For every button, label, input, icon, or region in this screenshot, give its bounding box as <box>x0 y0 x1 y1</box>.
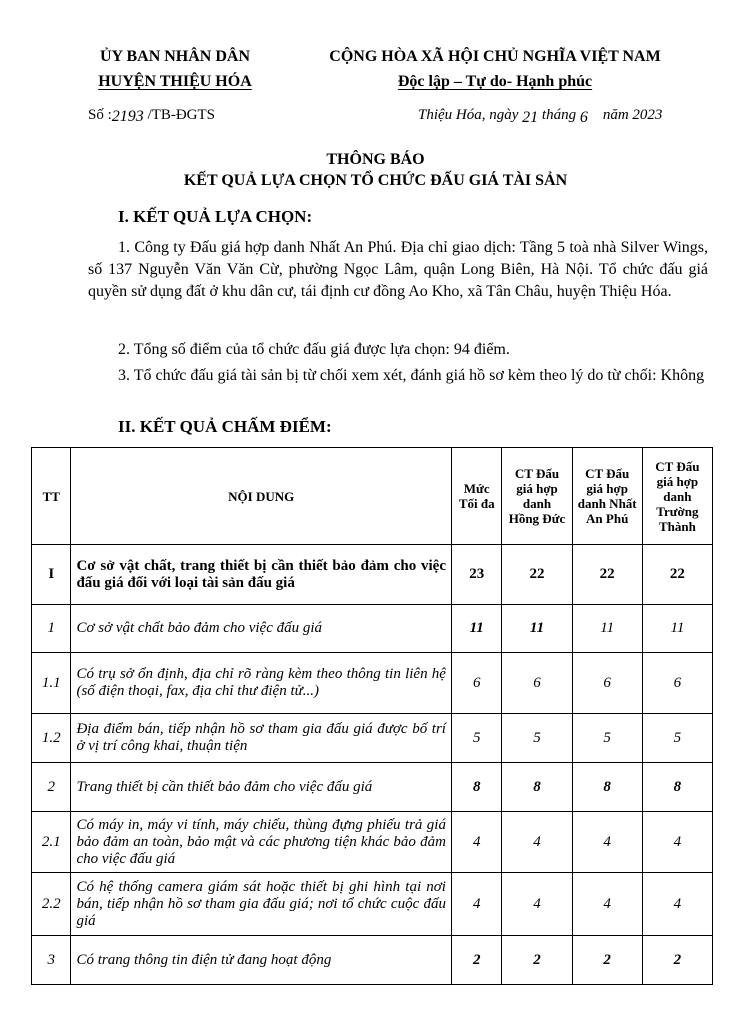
row-score-c: 5 <box>642 714 712 763</box>
row-tt: 1.1 <box>32 653 71 714</box>
row-max: 2 <box>451 936 501 985</box>
date-month-word: tháng <box>538 107 580 123</box>
row-max: 8 <box>451 763 501 812</box>
row-max: 4 <box>451 873 501 936</box>
date-year: năm 2023 <box>602 107 663 123</box>
section-1-paragraph-2 <box>88 339 708 361</box>
table-row <box>32 714 713 763</box>
row-content: Có trang thông tin điện tử đang hoạt động <box>71 936 452 985</box>
section-1-paragraph-1 <box>88 237 708 303</box>
header-content: NỘI DUNG <box>71 448 452 545</box>
document-subtitle: KẾT QUẢ LỰA CHỌN TỔ CHỨC ĐẤU GIÁ TÀI SẢN <box>183 172 568 189</box>
row-content: Có máy in, máy vi tính, máy chiếu, thùng đựng phiếu trả giá bảo đảm an toàn, bảo mật và các phương tiện khác bảo đảm cho việc đấu giá <box>71 812 452 873</box>
header-max: Mức Tối đa <box>451 448 501 545</box>
row-score-b: 4 <box>572 812 642 873</box>
row-score-b: 11 <box>572 605 642 653</box>
row-score-a: 22 <box>502 545 572 605</box>
row-tt: 2 <box>32 763 71 812</box>
row-score-c: 4 <box>642 812 712 873</box>
issuer-line-2 <box>62 69 288 94</box>
paragraph-text: 3. Tổ chức đấu giá tài sản bị từ chối xem xét, đánh giá hồ sơ kèm theo lý do từ chối: Không <box>118 367 705 384</box>
row-content: Cơ sở vật chất, trang thiết bị cần thiết bảo đảm cho việc đấu giá đối với loại tài sản đấu giá <box>71 545 452 605</box>
date-month: 6 <box>579 109 588 126</box>
motto: Độc lập – Tự do- Hạnh phúc <box>397 73 593 90</box>
table-row <box>32 653 713 714</box>
issuer-block <box>62 44 288 94</box>
header-company-truong-thanh: CT Đấu giá hợp danh Trường Thành <box>642 448 712 545</box>
row-score-a: 8 <box>502 763 572 812</box>
row-tt: 3 <box>32 936 71 985</box>
document-number-value: 2193 <box>111 108 144 125</box>
row-content: Có hệ thống camera giám sát hoặc thiết bị ghi hình tại nơi bán, tiếp nhận hồ sơ tham gia đấu giá; nơi tổ chức cuộc đấu giá <box>71 873 452 936</box>
table-row <box>32 763 713 812</box>
row-max: 5 <box>451 714 501 763</box>
document-date <box>418 106 662 124</box>
date-place: Thiệu Hóa, ngày <box>418 107 523 123</box>
row-score-b: 8 <box>572 763 642 812</box>
section-2-heading: II. KẾT QUẢ CHẤM ĐIỂM: <box>118 417 332 436</box>
row-score-c: 6 <box>642 653 712 714</box>
paragraph-text: 2. Tổng số điểm của tổ chức đấu giá được lựa chọn: 94 điểm. <box>118 341 510 358</box>
row-max: 11 <box>451 605 501 653</box>
row-max: 4 <box>451 812 501 873</box>
date-day: 21 <box>522 109 539 126</box>
section-1-paragraph-3 <box>88 365 708 387</box>
row-score-b: 2 <box>572 936 642 985</box>
row-score-a: 4 <box>502 873 572 936</box>
row-tt: 2.1 <box>32 812 71 873</box>
row-tt: 1.2 <box>32 714 71 763</box>
row-score-c: 2 <box>642 936 712 985</box>
motto-line <box>300 69 690 94</box>
row-score-b: 6 <box>572 653 642 714</box>
row-score-a: 6 <box>502 653 572 714</box>
row-score-a: 11 <box>502 605 572 653</box>
row-score-b: 5 <box>572 714 642 763</box>
row-content: Địa điểm bán, tiếp nhận hồ sơ tham gia đấu giá được bố trí ở vị trí công khai, thuận tiện <box>71 714 452 763</box>
document-number <box>88 106 215 124</box>
table-row <box>32 605 713 653</box>
row-tt: 1 <box>32 605 71 653</box>
section-1-heading: I. KẾT QUẢ LỰA CHỌN: <box>118 207 313 226</box>
row-content: Có trụ sở ổn định, địa chỉ rõ ràng kèm theo thông tin liên hệ (số điện thoại, fax, địa chỉ thư điện tử...) <box>71 653 452 714</box>
national-motto-block <box>300 44 690 94</box>
table-row <box>32 545 713 605</box>
row-tt: I <box>32 545 71 605</box>
row-max: 23 <box>451 545 501 605</box>
header-company-hong-duc: CT Đấu giá hợp danh Hồng Đức <box>502 448 572 545</box>
nation-name: CỘNG HÒA XÃ HỘI CHỦ NGHĨA VIỆT NAM <box>329 48 661 65</box>
row-score-a: 4 <box>502 812 572 873</box>
row-score-c: 11 <box>642 605 712 653</box>
table-row <box>32 936 713 985</box>
row-content: Cơ sở vật chất bảo đảm cho việc đấu giá <box>71 605 452 653</box>
score-table <box>31 447 713 985</box>
issuer-district: HUYỆN THIỆU HÓA <box>98 73 252 90</box>
row-score-c: 4 <box>642 873 712 936</box>
document-number-prefix: Số : <box>88 107 112 123</box>
table-row <box>32 812 713 873</box>
paragraph-text: 1. Công ty Đấu giá hợp danh Nhất An Phú. Địa chỉ giao dịch: Tầng 5 toà nhà Silver Wings, số 137 Nguyễn Văn Văn Cừ, phường Ngọc Lâm, quận Long Biên, Hà Nội. Tổ chức đấu giá quyền sử dụng đất ở khu dân cư, tái định cư đồng Ao Kho, xã Tân Châu, huyện Thiệu Hóa. <box>88 239 708 300</box>
issuer-line-1: ỦY BAN NHÂN DÂN <box>99 48 251 65</box>
row-tt: 2.2 <box>32 873 71 936</box>
row-score-c: 22 <box>642 545 712 605</box>
row-score-c: 8 <box>642 763 712 812</box>
row-score-a: 2 <box>502 936 572 985</box>
row-score-b: 4 <box>572 873 642 936</box>
document-number-suffix: /TB-ĐGTS <box>143 107 216 123</box>
document-title: THÔNG BÁO <box>326 151 425 168</box>
row-content: Trang thiết bị cần thiết bảo đảm cho việc đấu giá <box>71 763 452 812</box>
table-row <box>32 873 713 936</box>
row-max: 6 <box>451 653 501 714</box>
row-score-b: 22 <box>572 545 642 605</box>
table-header-row <box>32 448 713 545</box>
row-score-a: 5 <box>502 714 572 763</box>
header-tt: TT <box>32 448 71 545</box>
header-company-nhat-an-phu: CT Đấu giá hợp danh Nhất An Phú <box>572 448 642 545</box>
